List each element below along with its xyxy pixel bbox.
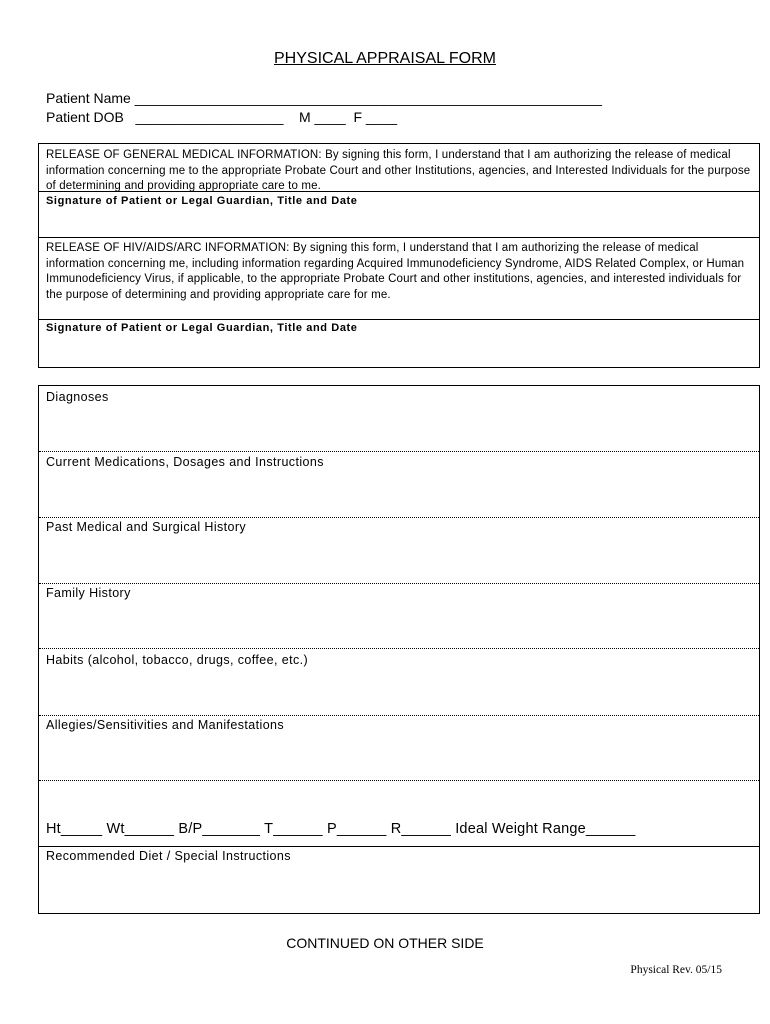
signature-area-general[interactable] xyxy=(46,210,754,236)
revision-label: Physical Rev. 05/15 xyxy=(630,964,722,976)
section-family-history: Family History xyxy=(46,586,131,600)
section-allergies: Allegies/Sensitivities and Manifestations xyxy=(46,718,285,732)
divider xyxy=(39,846,759,847)
section-habits: Habits (alcohol, tobacco, drugs, coffee, etc.) xyxy=(46,653,309,667)
continued-note: CONTINUED ON OTHER SIDE xyxy=(286,935,484,951)
section-diet: Recommended Diet / Special Instructions xyxy=(46,849,291,863)
divider xyxy=(39,780,759,781)
form-title-text: PHYSICAL APPRAISAL FORM xyxy=(274,50,496,67)
section-diagnoses: Diagnoses xyxy=(46,390,109,404)
release-general-text: RELEASE OF GENERAL MEDICAL INFORMATION: By signing this form, I understand that I am authorizing the release of medical information concerning me to the appropriate Probate Court and other Institutions, agencies, and Interested Individuals for the purpose of determining and providing appropriate care to me. xyxy=(46,149,751,192)
vitals-line[interactable]: Ht_____ Wt______ B/P_______ T______ P______ R______ Ideal Weight Range______ xyxy=(46,821,636,837)
divider xyxy=(39,191,759,192)
section-medications: Current Medications, Dosages and Instructions xyxy=(46,455,324,469)
divider xyxy=(39,648,759,649)
medical-info-box xyxy=(38,385,760,914)
form-title xyxy=(0,50,770,68)
divider xyxy=(39,715,759,716)
release-hiv-text: RELEASE OF HIV/AIDS/ARC INFORMATION: By signing this form, I understand that I am authorizing the release of medical information concerning me, including information regarding Acquired Immunodeficiency Syndrome, AIDS Related Complex, or Human Immunodeficiency Virus, if applicable, to the appropriate Probate Court and other institutions, agencies, and interested individuals for the purpose of determining and providing appropriate care for me. xyxy=(46,242,745,301)
signature-label-hiv: Signature of Patient or Legal Guardian, Title and Date xyxy=(46,322,358,334)
patient-name-field[interactable]: Patient Name ____________________________________________________________ xyxy=(46,90,602,106)
divider xyxy=(39,583,759,584)
signature-area-hiv[interactable] xyxy=(46,337,754,365)
divider xyxy=(39,451,759,452)
release-box xyxy=(38,143,760,368)
signature-label-general: Signature of Patient or Legal Guardian, Title and Date xyxy=(46,195,358,207)
section-medical-history: Past Medical and Surgical History xyxy=(46,520,247,534)
patient-dob-field[interactable]: Patient DOB ___________________ M ____ F ____ xyxy=(46,109,398,125)
divider xyxy=(39,517,759,518)
divider xyxy=(39,319,759,320)
divider xyxy=(39,237,759,238)
